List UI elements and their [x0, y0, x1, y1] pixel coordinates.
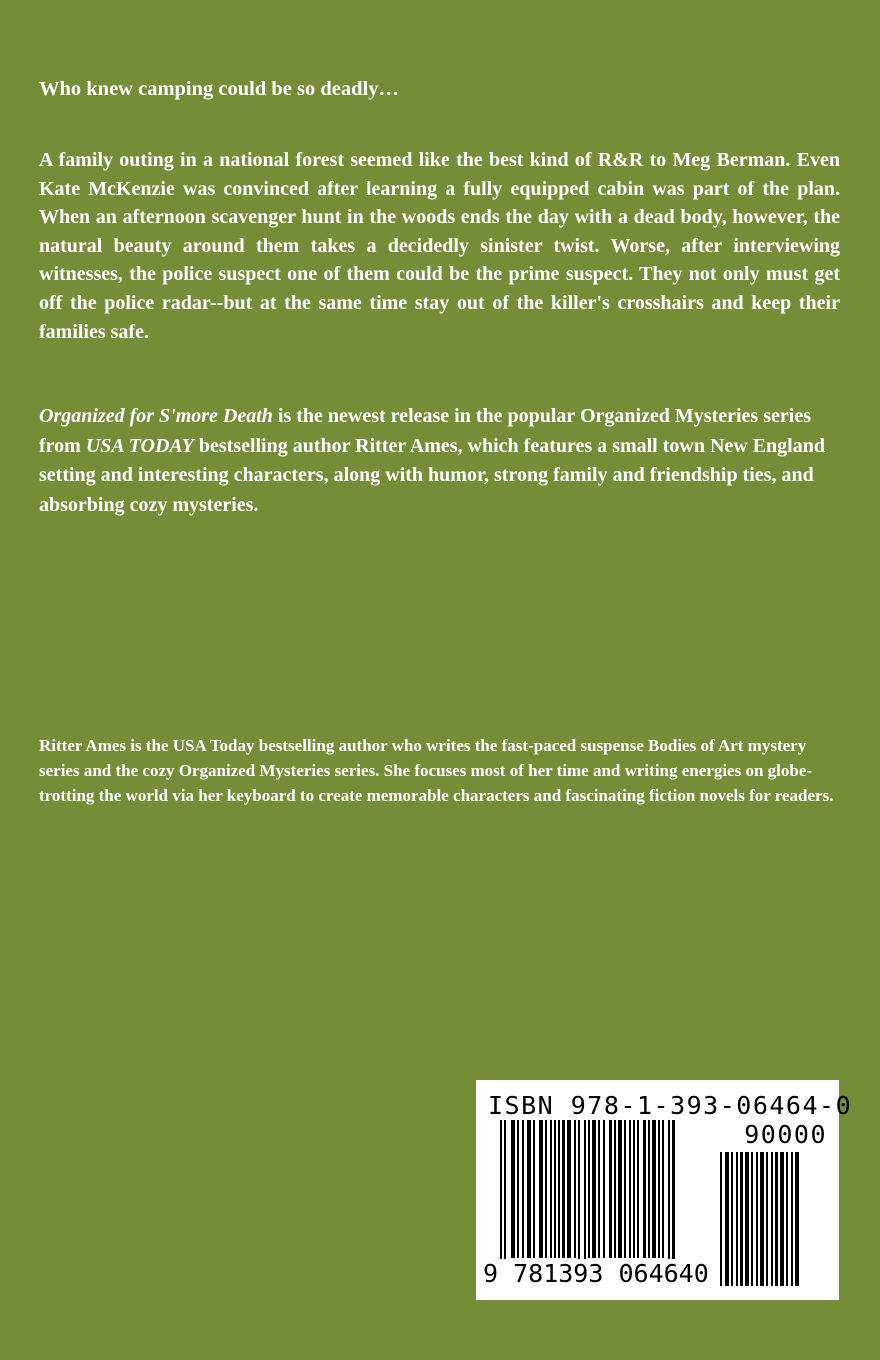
promo-paragraph [39, 402, 840, 520]
barcode-bar [751, 1152, 753, 1286]
barcode-bar [652, 1120, 656, 1258]
barcode-bar [766, 1152, 768, 1286]
barcode-bar [624, 1120, 626, 1258]
barcode-bar [780, 1152, 784, 1286]
isbn-barcode [476, 1080, 853, 1300]
barcode-bar [760, 1152, 764, 1286]
book-title: Organized for S'more Death [39, 405, 273, 427]
barcode-bar [522, 1120, 524, 1258]
barcode-bar [648, 1120, 650, 1258]
barcode-bar [637, 1120, 639, 1258]
barcode-bar [745, 1152, 749, 1286]
promo-text-1: is the newest release in the popular Organized Mysteries series from [39, 405, 811, 457]
barcode-bar [567, 1120, 571, 1258]
tagline: Who knew camping could be so deadly… [39, 78, 399, 100]
ean-digits: 9 781393 064640 [483, 1259, 709, 1288]
barcode-bar [614, 1120, 616, 1258]
barcode-bar [658, 1120, 660, 1258]
barcode-bar [562, 1120, 565, 1258]
price-code: 90000 [744, 1120, 827, 1149]
barcode-bar [592, 1120, 596, 1258]
addon-barcode-bars [720, 1152, 826, 1286]
barcode-bar [736, 1152, 738, 1286]
barcode-bar [662, 1120, 664, 1258]
barcode-bar [511, 1120, 515, 1258]
barcode-bar [756, 1152, 758, 1286]
barcode-bar [786, 1152, 788, 1286]
barcode-bar [545, 1120, 547, 1258]
barcode-bar [539, 1120, 543, 1258]
barcode-bar [795, 1152, 799, 1286]
barcode-bar [725, 1152, 729, 1286]
barcode-bar [533, 1120, 535, 1258]
barcode-bar [629, 1120, 631, 1258]
barcode-bar [618, 1120, 622, 1258]
author-bio: Ritter Ames is the USA Today bestselling author who writes the fast-paced suspense Bodies of Art mystery series and the cozy Organized Mysteries series. She focuses most of her time and writing energies on globe-trotting the world via her keyboard to create memorable characters and fascinating fiction novels for readers. [39, 736, 834, 805]
barcode-bar [633, 1120, 635, 1258]
usa-today-label: USA TODAY [85, 434, 194, 457]
barcode-bar [550, 1120, 552, 1258]
promo-text-2: bestselling author Ritter Ames, which features a small town New England setting and interesting characters, along with humor, strong family and friendship ties, and absorbing cozy mysteries. [39, 434, 825, 516]
barcode-bar [517, 1120, 519, 1258]
blurb-paragraph: A family outing in a national forest seemed like the best kind of R&R to Meg Berman. Even Kate McKenzie was convinced after learning a fully equipped cabin was part of the plan. When an afternoon scavenger hunt in the woods ends the day with a dead body, however, the natural beauty around them takes a decidedly sinister twist. Worse, after interviewing witnesses, the police suspect one of them could be the prime suspect. They not only must get off the police radar--but at the same time stay out of the killer's crosshairs and keep their families safe. [39, 149, 840, 343]
barcode-bar [527, 1120, 531, 1258]
barcode-bar [558, 1120, 560, 1258]
barcode-bar [643, 1120, 646, 1258]
barcode-bar [574, 1120, 576, 1258]
barcode-bar [731, 1152, 733, 1286]
barcode-bar [720, 1152, 722, 1286]
barcode-bar [740, 1152, 743, 1286]
barcode-bar [598, 1120, 600, 1258]
barcode-bar [588, 1120, 590, 1258]
barcode-bar [609, 1120, 612, 1258]
barcode-bar [603, 1120, 605, 1258]
barcode-bar [771, 1152, 773, 1286]
barcode-bar [554, 1120, 556, 1258]
isbn-label: ISBN 978-1-393-06464-0 [488, 1091, 853, 1120]
barcode-bar [775, 1152, 778, 1286]
barcode-bar [791, 1152, 793, 1286]
